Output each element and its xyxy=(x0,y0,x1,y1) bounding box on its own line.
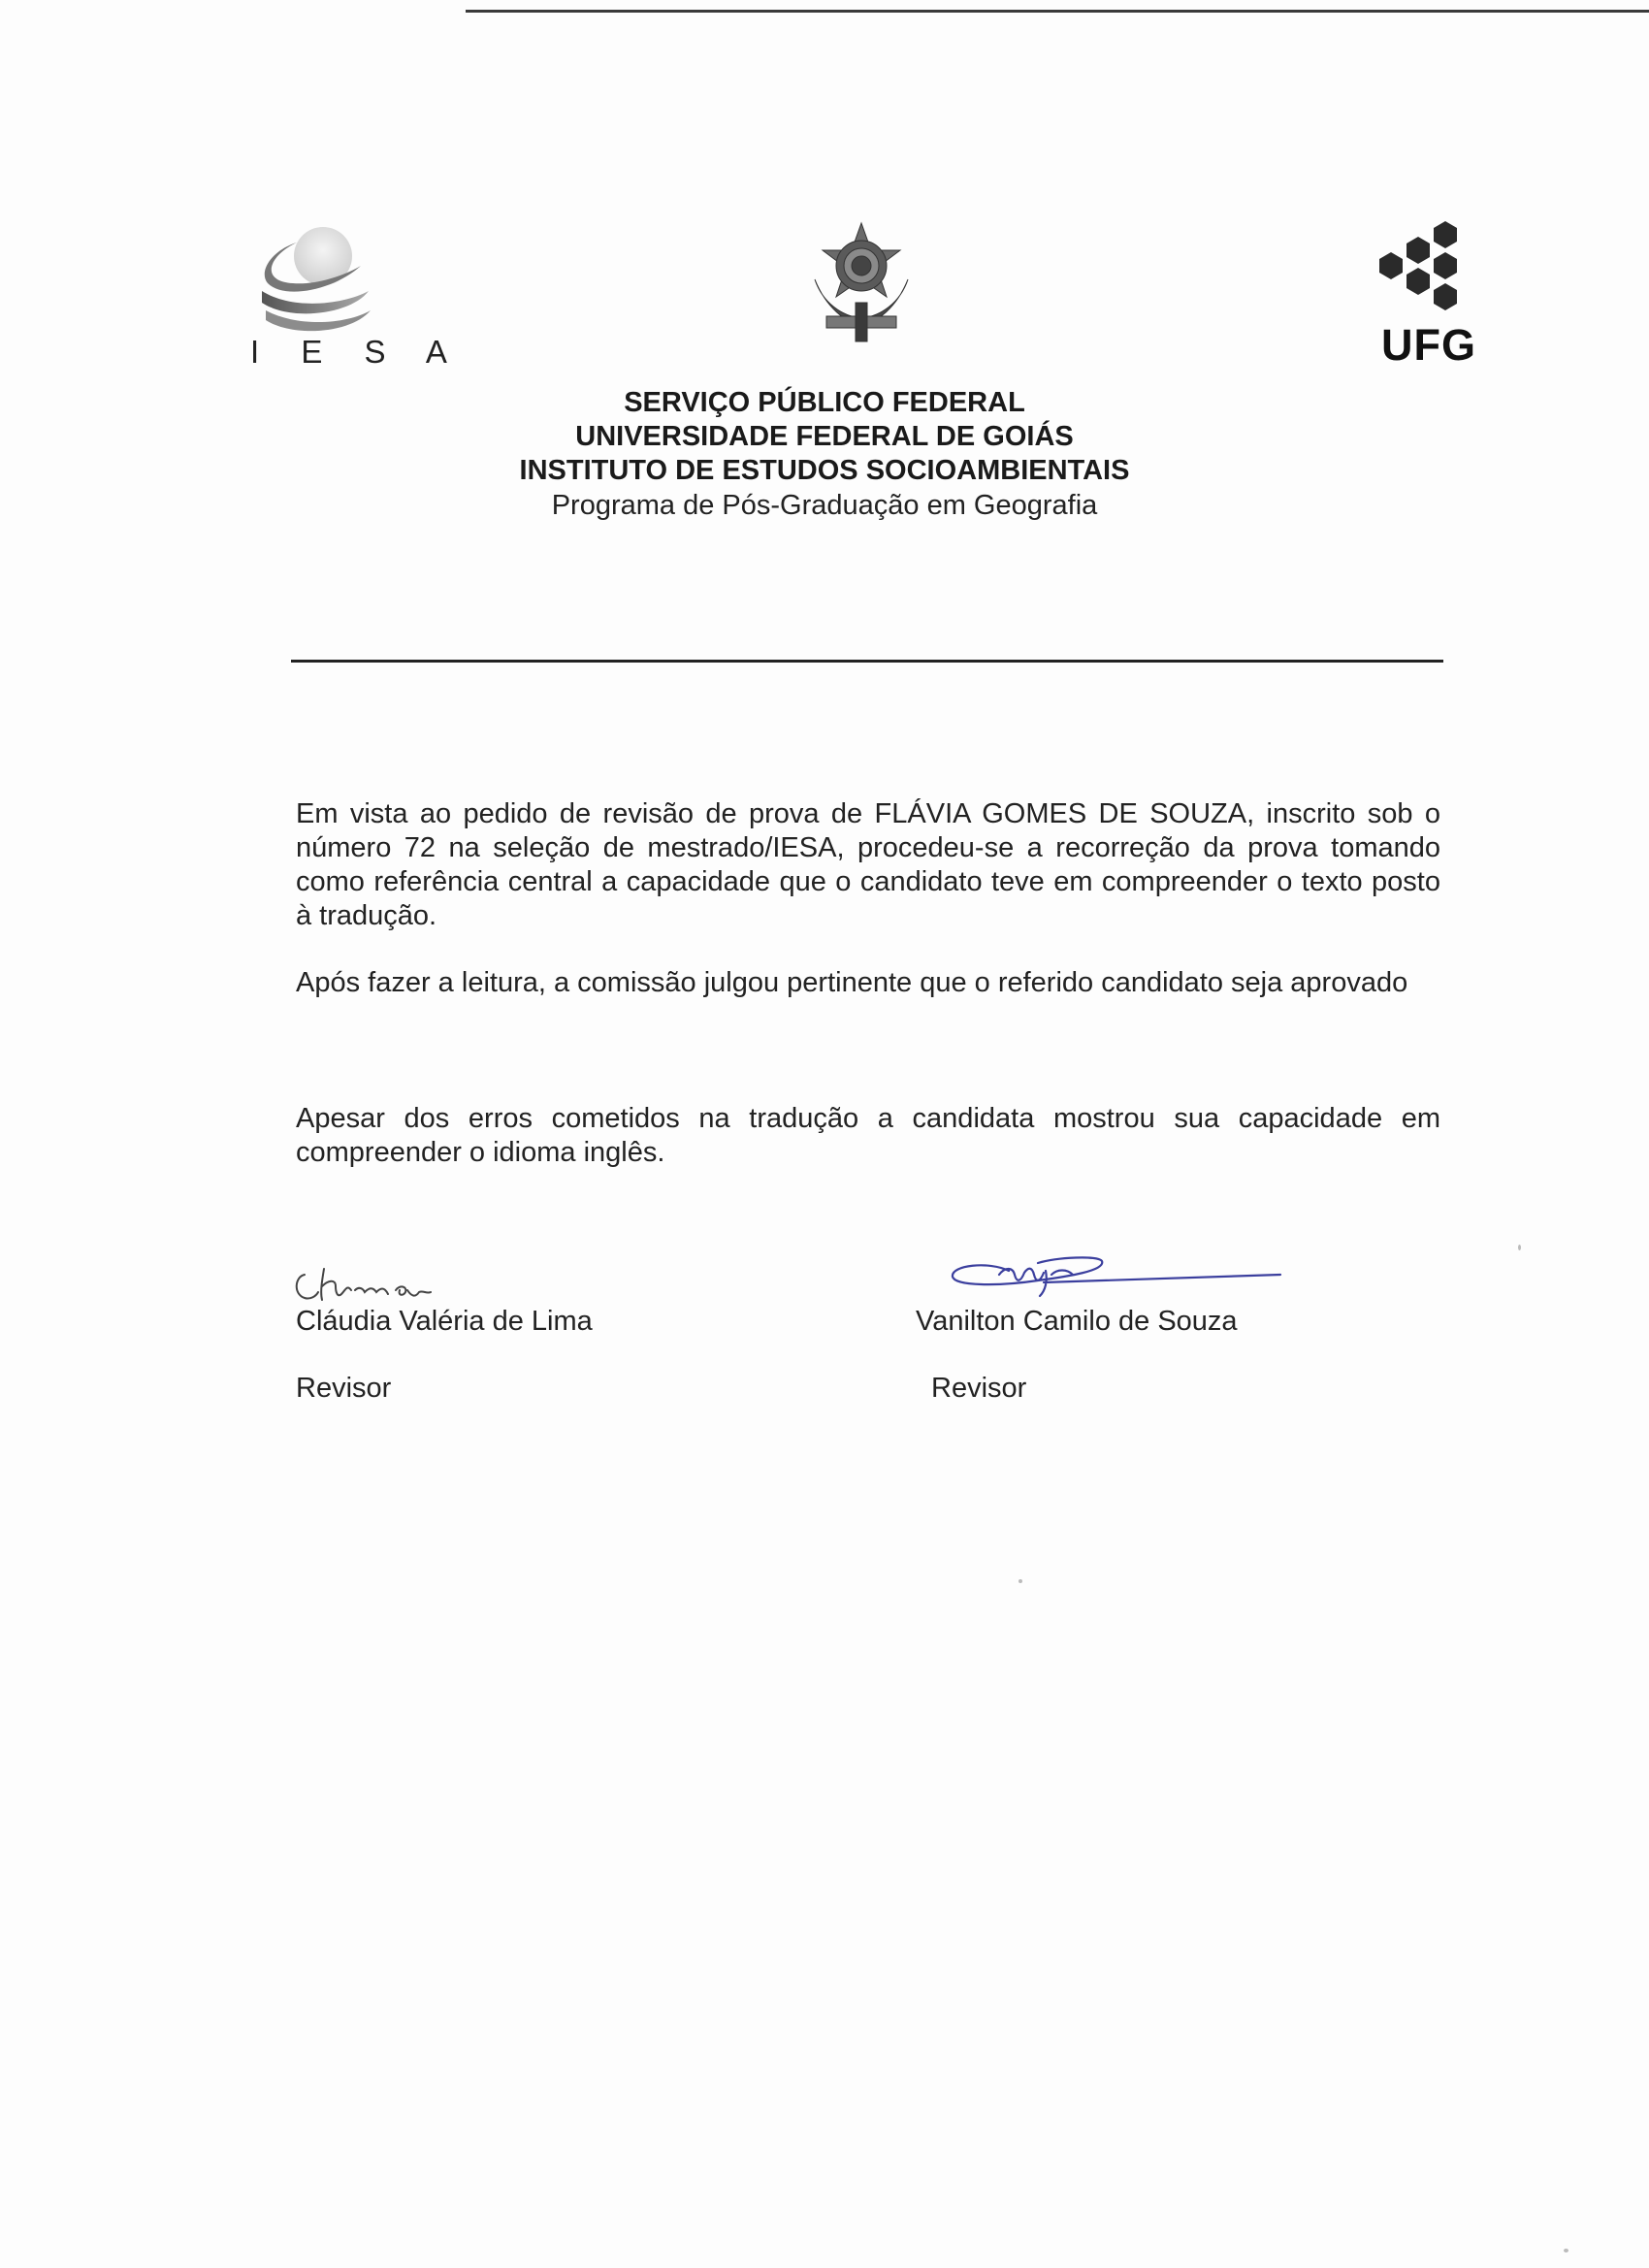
iesa-logo-text: I E S A xyxy=(250,334,464,370)
body-paragraph-2: Após fazer a leitura, a comissão julgou pertinente que o referido candidato seja aprovado xyxy=(296,967,1408,998)
signatory-role-1: Revisor xyxy=(296,1373,392,1404)
handwritten-signature-2 xyxy=(931,1253,1300,1302)
signatory-name-2: Vanilton Camilo de Souza xyxy=(916,1306,1238,1337)
header-divider xyxy=(291,660,1443,663)
scan-edge-line xyxy=(466,10,1649,13)
ufg-logo xyxy=(1377,219,1474,316)
scan-speck xyxy=(1018,1579,1022,1583)
signatory-name-1: Cláudia Valéria de Lima xyxy=(296,1306,593,1337)
header-line-3: INSTITUTO DE ESTUDOS SOCIOAMBIENTAIS xyxy=(519,455,1130,486)
header-line-4: Programa de Pós-Graduação em Geografia xyxy=(551,490,1098,521)
header-line-2: UNIVERSIDADE FEDERAL DE GOIÁS xyxy=(575,421,1074,452)
letterhead xyxy=(0,386,1649,524)
signatory-role-2: Revisor xyxy=(931,1373,1027,1404)
scan-speck xyxy=(1518,1245,1521,1250)
body-paragraph-3: Apesar dos erros cometidos na tradução a candidata mostrou sua capacidade em compreender o idioma inglês. xyxy=(296,1103,1440,1168)
coat-of-arms-icon xyxy=(807,221,916,347)
ufg-logo-text: UFG xyxy=(1381,320,1476,370)
body-paragraph-1: Em vista ao pedido de revisão de prova de FLÁVIA GOMES DE SOUZA, inscrito sob o número 72 na seleção de mestrado/IESA, procedeu-se a recorreção da prova tomando como referência central a capacidade que o candidato teve em compreender o texto posto à tradução. xyxy=(296,798,1440,931)
scan-speck xyxy=(1564,2249,1568,2252)
header-line-1: SERVIÇO PÚBLICO FEDERAL xyxy=(624,387,1025,418)
